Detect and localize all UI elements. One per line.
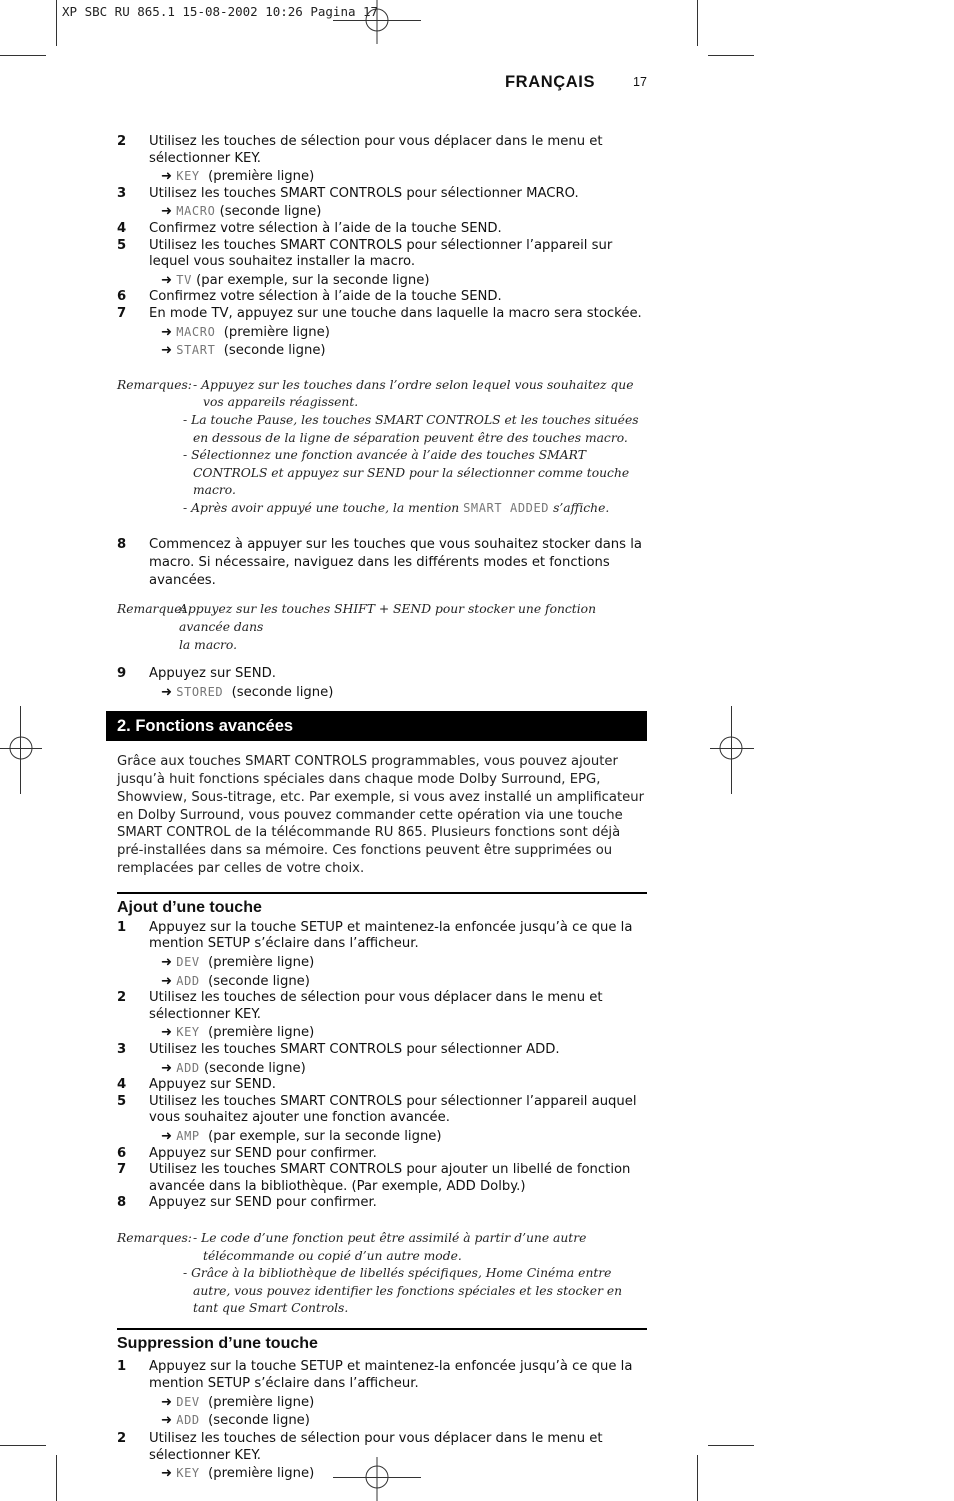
arrow-icon: ➜ — [161, 1413, 173, 1429]
remark-item: - Le code d’une fonction peut être assimilé à partir d’une autre télécommande ou copié d’un autre mode. — [193, 1230, 587, 1263]
step — [117, 306, 647, 360]
subsection-heading: Ajout d’une touche — [117, 892, 647, 918]
step-text: Appuyez sur SEND. — [149, 666, 276, 682]
step-text: Utilisez les touches de sélection pour vous déplacer dans le menu et sélectionner KEY. — [149, 134, 603, 166]
step-number: 6 — [117, 1145, 127, 1161]
step-text: Appuyez sur SEND pour confirmer. — [149, 1145, 377, 1161]
remark-text: la macro. — [179, 637, 238, 652]
remark-text: Appuyez sur les touches SHIFT + SEND pour stocker une fonction avancée dans — [179, 602, 596, 635]
arrow-icon: ➜ — [161, 343, 173, 359]
display-line — [149, 1412, 647, 1429]
display-line — [149, 1394, 647, 1411]
arrow-icon: ➜ — [161, 1128, 173, 1144]
step — [117, 134, 647, 186]
step-number: 8 — [117, 1195, 127, 1211]
step — [117, 920, 647, 990]
step-text: Utilisez les touches SMART CONTROLS pour sélectionner l’appareil sur lequel vous souhaitez installer la macro. — [149, 237, 613, 270]
step-number: 9 — [117, 666, 127, 682]
remarks-label: Remarques: — [117, 377, 192, 392]
lcd-code: MACRO — [176, 324, 216, 339]
display-note: (seconde ligne) — [208, 1413, 310, 1429]
lcd-code: ADD — [176, 1060, 200, 1075]
page-header — [505, 73, 648, 93]
step-text: Appuyez sur SEND. — [149, 1077, 276, 1093]
section-intro: Grâce aux touches SMART CONTROLS programmables, vous pouvez ajouter jusqu’à huit fonctions spéciales dans chaque mode Dolby Surround, EPG, Showview, Sous-titrage, etc. Par exemple, si vous avez installé un amplificateur en Dolby Surround, vous pouvez commander cette opération via une touche SMART CONTROL de la télécommande RU 865. Plusieurs fonctions sont déjà pré-installées dans sa mémoire. Ces fonctions peuvent être supprimées ou remplacées par celles de votre choix. — [117, 754, 645, 877]
registration-mark-icon — [0, 726, 44, 770]
remark-item: - La touche Pause, les touches SMART CONTROLS et les touches situées en dessous de la ligne de séparation peuvent être des touches macro. — [183, 412, 639, 445]
display-line — [149, 168, 647, 186]
step — [117, 1195, 647, 1212]
display-line — [149, 1128, 647, 1146]
crop-mark — [0, 1445, 46, 1446]
remark-label: Remarque: — [117, 602, 186, 617]
lcd-code: AMP — [176, 1128, 200, 1143]
arrow-icon: ➜ — [161, 684, 173, 700]
crop-mark — [697, 1455, 698, 1501]
step-text: Confirmez votre sélection à l’aide de la touche SEND. — [149, 289, 502, 305]
macro-steps — [117, 134, 647, 360]
arrow-icon: ➜ — [161, 1394, 173, 1410]
lcd-code: KEY — [176, 169, 200, 184]
crop-mark — [56, 1455, 57, 1501]
registration-mark-icon — [355, 0, 399, 44]
step-number: 3 — [117, 1041, 127, 1057]
display-note: (seconde ligne) — [219, 204, 322, 220]
remark-item: - Grâce à la bibliothèque de libellés spécifiques, Home Cinéma entre autre, vous pouvez identifier les fonctions spéciales et les stocker en tant que Smart Controls. — [183, 1266, 623, 1316]
step-number: 2 — [117, 990, 127, 1006]
display-line — [149, 1060, 647, 1078]
lcd-code: STORED — [176, 684, 224, 699]
arrow-icon: ➜ — [161, 1025, 173, 1041]
arrow-icon: ➜ — [161, 169, 173, 185]
step-text: Utilisez les touches SMART CONTROLS pour sélectionner l’appareil auquel vous souhaitez ajouter une fonction avancée. — [149, 1093, 637, 1126]
step-text: Appuyez sur la touche SETUP et maintenez-la enfoncée jusqu’à ce que la mention SETUP s’éclaire dans l’afficheur. — [149, 1358, 633, 1392]
step — [117, 1358, 647, 1430]
step-number: 1 — [117, 1358, 127, 1374]
display-line — [149, 973, 647, 991]
registration-mark-icon — [710, 726, 754, 770]
lcd-code: TV — [176, 272, 192, 287]
page-content — [117, 134, 647, 1483]
step-number: 8 — [117, 537, 127, 553]
arrow-icon: ➜ — [161, 272, 173, 288]
display-line — [149, 342, 647, 360]
display-note: (seconde ligne) — [231, 684, 334, 700]
crop-mark — [708, 55, 754, 56]
step-number: 4 — [117, 1077, 127, 1093]
step-text: Utilisez les touches SMART CONTROLS pour sélectionner MACRO. — [149, 185, 579, 201]
step-number: 2 — [117, 134, 127, 149]
arrow-icon: ➜ — [161, 204, 173, 220]
display-note: (par exemple, sur la seconde ligne) — [196, 272, 430, 288]
arrow-icon: ➜ — [161, 955, 173, 971]
step — [117, 1094, 647, 1146]
display-line — [149, 1465, 647, 1482]
display-note: (première ligne) — [208, 1394, 315, 1410]
step-text: Appuyez sur la touche SETUP et maintenez-la enfoncée jusqu’à ce que la mention SETUP s’éclaire dans l’afficheur. — [149, 919, 633, 952]
page-number: 17 — [633, 75, 647, 89]
lcd-code: MACRO — [176, 204, 216, 219]
remark-text: - Après avoir appuyé une touche, la mention — [183, 500, 460, 515]
macro-steps — [117, 536, 647, 590]
arrow-icon: ➜ — [161, 1060, 173, 1076]
step — [117, 1042, 647, 1077]
display-note: (première ligne) — [208, 955, 315, 971]
step — [117, 665, 647, 701]
display-line — [149, 954, 647, 972]
step-text: Appuyez sur SEND pour confirmer. — [149, 1195, 377, 1211]
lcd-code: ADD — [176, 973, 200, 988]
step — [117, 289, 647, 306]
remark-item — [183, 500, 647, 518]
step — [117, 221, 647, 238]
display-note: (seconde ligne) — [223, 343, 326, 359]
step — [117, 990, 647, 1042]
step-text: En mode TV, appuyez sur une touche dans laquelle la macro sera stockée. — [149, 305, 642, 321]
arrow-icon: ➜ — [161, 324, 173, 340]
lcd-code: DEV — [176, 1394, 200, 1409]
step-number: 6 — [117, 289, 127, 305]
crop-mark — [697, 0, 698, 46]
language-title: FRANÇAIS — [505, 73, 596, 91]
arrow-icon: ➜ — [161, 1466, 173, 1482]
subsection-heading: Suppression d’une touche — [117, 1328, 647, 1354]
step-text: Commencez à appuyer sur les touches que vous souhaitez stocker dans la macro. Si nécessaire, naviguez dans les différents modes et fonctions avancées. — [149, 537, 642, 589]
remarks-label: Remarques: — [117, 1230, 192, 1245]
lcd-code: SMART ADDED — [463, 500, 550, 515]
display-line — [149, 324, 647, 342]
step-number: 3 — [117, 185, 127, 201]
display-line — [149, 272, 647, 290]
display-note: (première ligne) — [208, 1025, 315, 1041]
display-note: (par exemple, sur la seconde ligne) — [208, 1128, 442, 1144]
remark-item: - Appuyez sur les touches dans l’ordre selon lequel vous souhaitez que vos appareils réagissent. — [193, 377, 634, 410]
step — [117, 1162, 647, 1195]
step-number: 4 — [117, 220, 127, 236]
step-text: Utilisez les touches SMART CONTROLS pour ajouter un libellé de fonction avancée dans la bibliothèque. (Par exemple, ADD Dolby.) — [149, 1162, 631, 1194]
display-line — [149, 1024, 647, 1042]
section-heading: 2. Fonctions avancées — [106, 711, 647, 741]
remarks-block — [117, 1230, 647, 1318]
step-text: Confirmez votre sélection à l’aide de la touche SEND. — [149, 220, 502, 236]
step-number: 5 — [117, 237, 127, 253]
print-slug: XP SBC RU 865.1 15-08-2002 10:26 Pagina 17 — [62, 4, 379, 19]
step-number: 2 — [117, 1430, 127, 1446]
display-line — [149, 203, 647, 221]
lcd-code: ADD — [176, 1413, 200, 1428]
remark-text: s’affiche. — [553, 500, 610, 515]
display-note: (première ligne) — [208, 169, 315, 185]
step — [117, 186, 647, 221]
step-text: Utilisez les touches SMART CONTROLS pour sélectionner ADD. — [149, 1041, 560, 1057]
crop-mark — [708, 1445, 754, 1446]
display-line — [149, 684, 647, 702]
display-note: (seconde ligne) — [208, 973, 310, 989]
lcd-code: KEY — [176, 1466, 200, 1481]
remarks-block — [117, 377, 647, 518]
step-number: 7 — [117, 305, 127, 321]
step — [117, 238, 647, 290]
step — [117, 1430, 647, 1483]
lcd-code: KEY — [176, 1025, 200, 1040]
step-text: Utilisez les touches de sélection pour vous déplacer dans le menu et sélectionner KEY. — [149, 1430, 603, 1463]
step — [117, 536, 647, 590]
crop-mark — [56, 0, 57, 46]
add-key-steps — [117, 920, 647, 1212]
display-note: (seconde ligne) — [203, 1060, 306, 1076]
step-number: 1 — [117, 919, 127, 935]
lcd-code: START — [176, 343, 216, 358]
step-number: 5 — [117, 1093, 127, 1109]
crop-mark — [0, 55, 46, 56]
remark-item: - Sélectionnez une fonction avancée à l’aide des touches SMART CONTROLS et appuyez sur SEND pour la sélectionner comme touche macro. — [183, 448, 630, 498]
macro-steps — [117, 665, 647, 701]
arrow-icon: ➜ — [161, 973, 173, 989]
remark-block — [117, 601, 647, 654]
step-text: Utilisez les touches de sélection pour vous déplacer dans le menu et sélectionner KEY. — [149, 990, 603, 1022]
lcd-code: DEV — [176, 955, 200, 970]
delete-key-steps — [117, 1358, 647, 1483]
step-number: 7 — [117, 1162, 127, 1178]
step — [117, 1077, 647, 1094]
display-note: (première ligne) — [208, 1466, 315, 1482]
step — [117, 1146, 647, 1163]
display-note: (première ligne) — [223, 324, 330, 340]
